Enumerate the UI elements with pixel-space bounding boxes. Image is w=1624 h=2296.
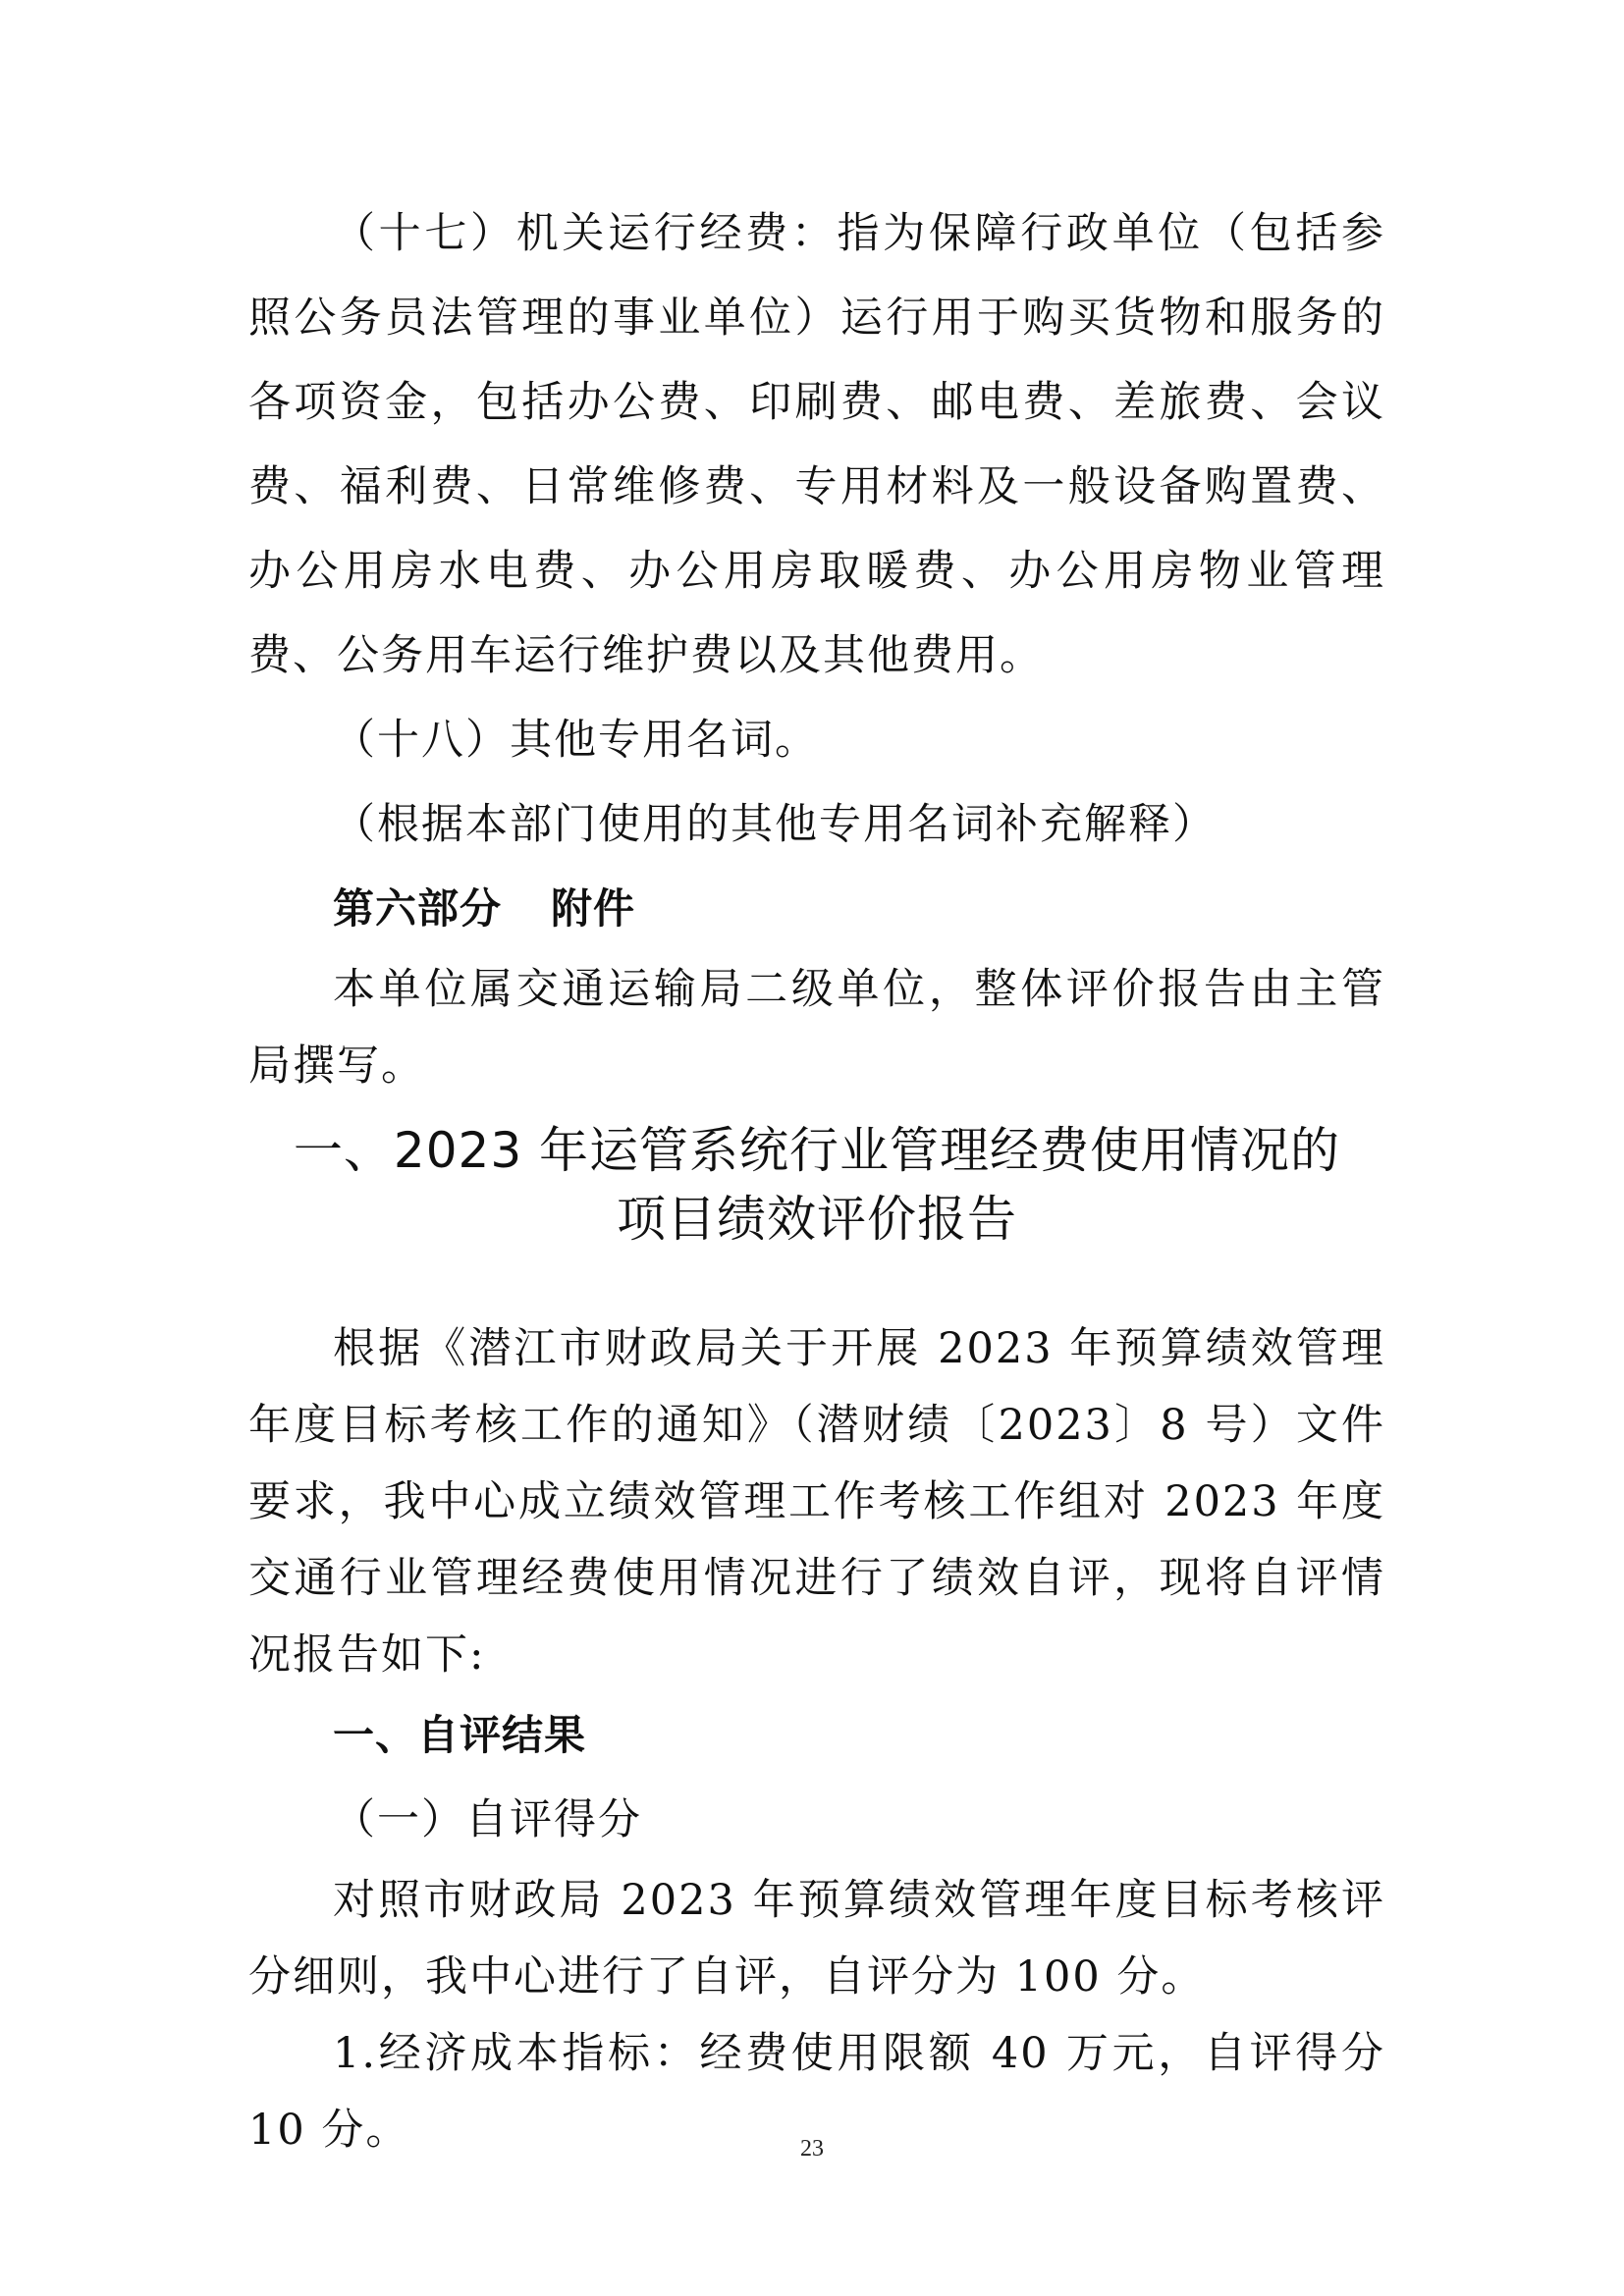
paragraph-item-17: （十七）机关运行经费：指为保障行政单位（包括参照公务员法管理的事业单位）运行用于购买货物和服务的各项资金，包括办公费、印刷费、邮电费、差旅费、会议费、福利费、日常维修费、专用材料及一般设备购置费、办公用房水电费、办公用房取暖费、办公用房物业管理费、公务用车运行维护费以及其他费用。 — [248, 209, 1385, 680]
part-six-title: 附件 — [551, 884, 636, 933]
paragraph-intro: 根据《潜江市财政局关于开展 2023 年预算绩效管理年度目标考核工作的通知》（潜财绩〔2023〕8 号）文件要求，我中心成立绩效管理工作考核工作组对 2023 年度交通行业管理经费使用情况进行了绩效自评，现将自评情况报告如下: — [248, 1324, 1385, 1680]
paragraph-indicator-1: 1.经济成本指标：经费使用限额 40 万元，自评得分 10 分。 — [248, 2029, 1385, 2155]
self-evaluation-score-heading: （一）自评得分 — [333, 1795, 642, 1844]
part-six-heading — [248, 867, 1385, 951]
part-six-label: 第六部分 — [333, 884, 503, 933]
report-title-line-2: 项目绩效评价报告 — [617, 1191, 1017, 1248]
report-title — [248, 1116, 1385, 1254]
page-number: 23 — [800, 2136, 824, 2162]
paragraph-item-18-note: （根据本部门使用的其他专用名词补充解释） — [333, 800, 1217, 849]
report-title-line-1: 一、2023 年运管系统行业管理经费使用情况的 — [293, 1122, 1341, 1179]
paragraph-score: 对照市财政局 2023 年预算绩效管理年度目标考核评分细则，我中心进行了自评，自评分为 100 分。 — [248, 1876, 1385, 2002]
page-content — [248, 191, 1385, 2168]
paragraph-item-18: （十八）其他专用名词。 — [333, 716, 819, 765]
paragraph-part-six: 本单位属交通运输局二级单位，整体评价报告由主管局撰写。 — [248, 965, 1385, 1091]
self-evaluation-result-heading: 一、自评结果 — [333, 1711, 587, 1759]
